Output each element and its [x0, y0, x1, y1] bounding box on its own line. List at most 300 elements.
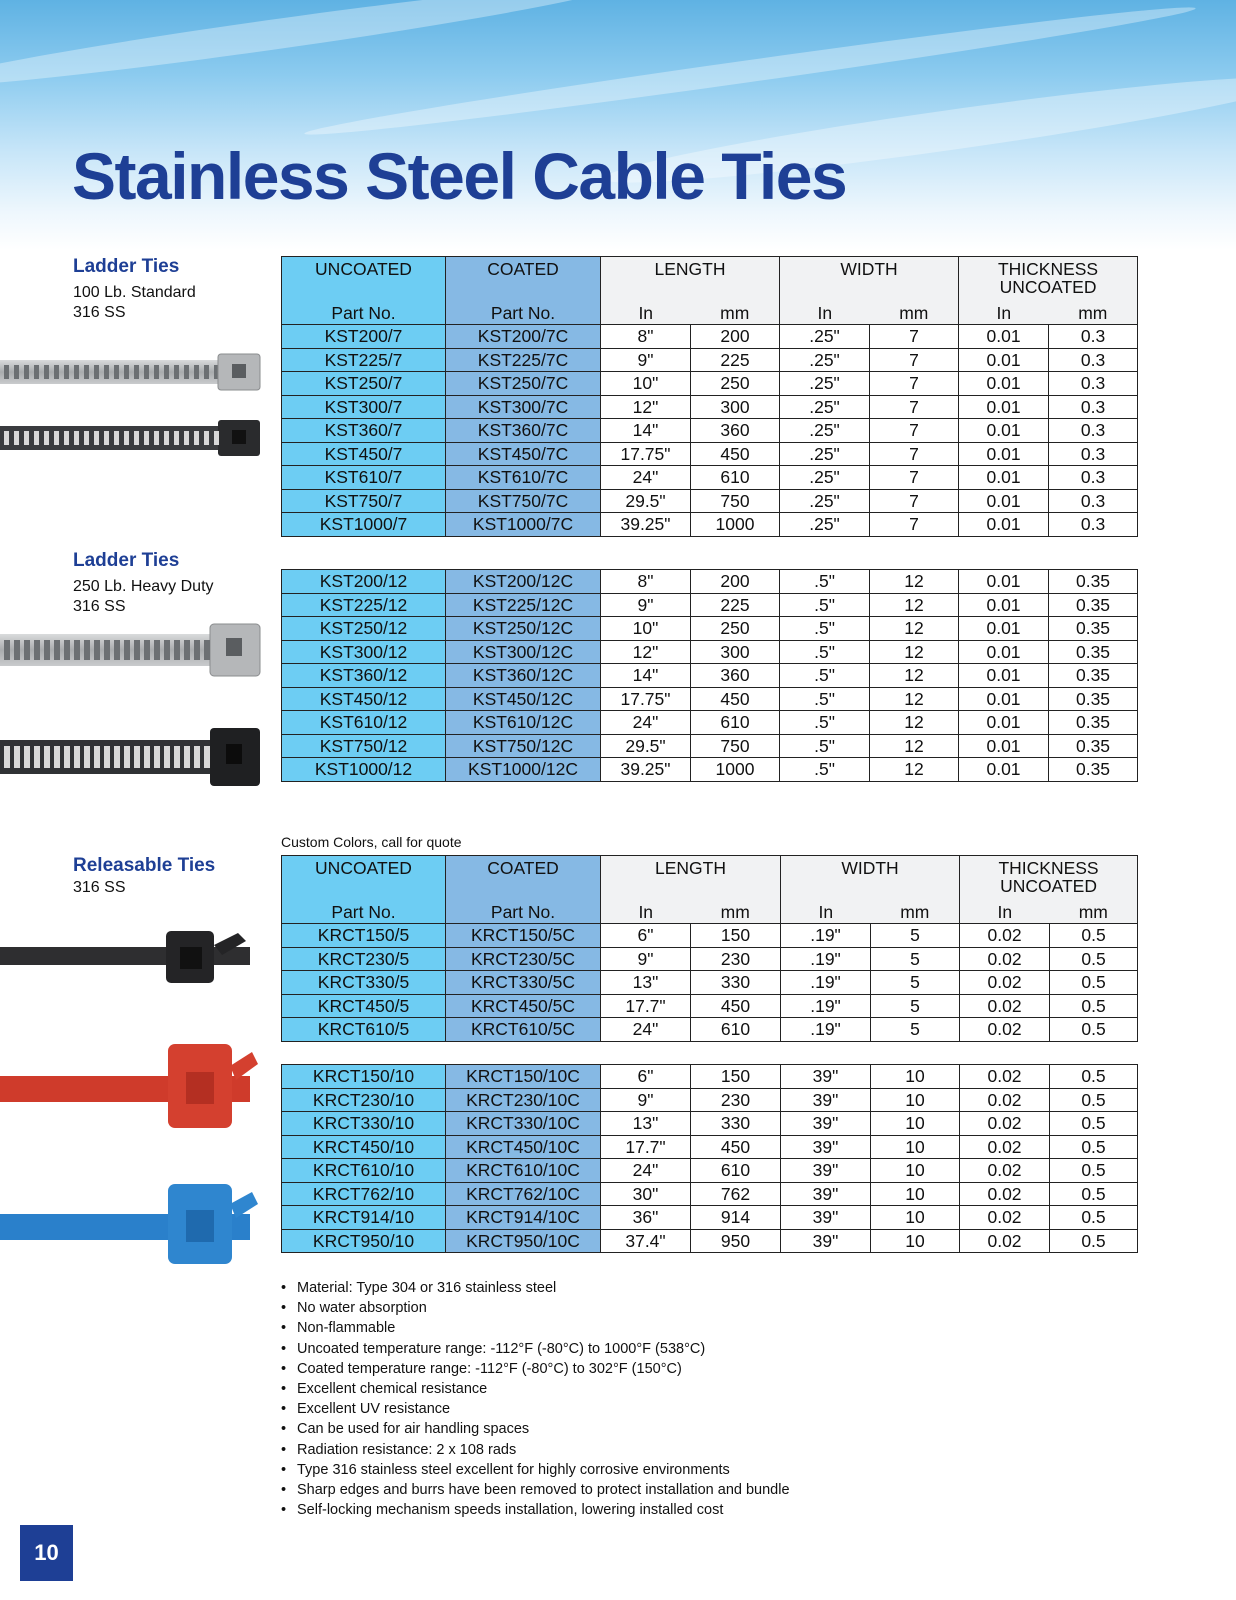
in-header: In [601, 302, 691, 325]
length-in-cell: 24" [601, 711, 691, 735]
ladder-slot [94, 365, 99, 379]
uncoated-part-cell: KRCT230/5 [282, 947, 446, 971]
uncoated-part-cell: KST225/7 [282, 348, 446, 372]
thickness-header [959, 257, 1138, 303]
ladder-slot [164, 365, 169, 379]
ladder-slot [174, 746, 180, 768]
width-header: WIDTH [781, 856, 960, 902]
coated-part-cell: KRCT610/10C [446, 1159, 601, 1183]
mm-header: mm [870, 302, 959, 325]
releasable-5-table [281, 855, 1138, 1042]
length-mm-cell: 330 [691, 1112, 781, 1136]
uncoated-part-cell: KST610/12 [282, 711, 446, 735]
ladder-slot [114, 365, 119, 379]
ladder-250-subtitle [73, 577, 214, 617]
width-mm-cell: 7 [870, 325, 959, 349]
uncoated-part-cell: KST750/12 [282, 734, 446, 758]
thickness-in-cell: 0.02 [960, 1159, 1050, 1183]
length-mm-cell: 150 [691, 924, 781, 948]
coated-part-cell: KRCT330/10C [446, 1112, 601, 1136]
uncoated-part-cell: KST300/7 [282, 395, 446, 419]
part-no-header: Part No. [446, 302, 601, 325]
thickness-in-cell: 0.02 [960, 1229, 1050, 1253]
thickness-in-cell: 0.01 [959, 489, 1049, 513]
length-mm-cell: 610 [691, 1018, 781, 1042]
table-row [282, 1159, 1138, 1183]
ladder-slot [34, 365, 39, 379]
width-mm-cell: 12 [870, 711, 959, 735]
releasable-subtitle [73, 878, 125, 898]
thickness-in-cell: 0.01 [959, 348, 1049, 372]
thickness-header-line1: THICKNESS [998, 858, 1099, 878]
length-mm-cell: 450 [691, 1135, 781, 1159]
ladder-250-heading: Ladder Ties [73, 550, 180, 571]
feature-item: • Self-locking mechanism speeds installation, lowering installed cost [281, 1500, 790, 1520]
width-in-cell: .25" [780, 348, 870, 372]
part-no-header: Part No. [446, 901, 601, 924]
uncoated-part-cell: KST250/12 [282, 617, 446, 641]
custom-colors-note: Custom Colors, call for quote [281, 834, 462, 850]
length-in-cell: 9" [601, 593, 691, 617]
ladder-slot [104, 431, 109, 445]
thickness-in-cell: 0.02 [960, 1065, 1050, 1089]
uncoated-part-cell: KRCT150/10 [282, 1065, 446, 1089]
thickness-mm-cell: 0.5 [1050, 1159, 1138, 1183]
thickness-in-cell: 0.01 [959, 593, 1049, 617]
width-mm-cell: 7 [870, 348, 959, 372]
coated-part-cell: KRCT330/5C [446, 971, 601, 995]
width-in-cell: .5" [780, 734, 870, 758]
thickness-mm-cell: 0.5 [1050, 971, 1138, 995]
ladder-12-table [281, 569, 1138, 782]
width-in-cell: .5" [780, 593, 870, 617]
in-header: In [959, 302, 1049, 325]
width-mm-cell: 5 [871, 994, 960, 1018]
ladder-slot [14, 431, 19, 445]
mm-header: mm [691, 901, 781, 924]
uncoated-part-cell: KST200/7 [282, 325, 446, 349]
feature-item: • Uncoated temperature range: -112°F (-80°C) to 1000°F (538°C) [281, 1339, 790, 1359]
thickness-mm-cell: 0.5 [1050, 1182, 1138, 1206]
thickness-in-cell: 0.01 [959, 395, 1049, 419]
releasable-heading: Releasable Ties [73, 855, 216, 876]
ladder-slot [14, 640, 20, 660]
table-row [282, 640, 1138, 664]
thickness-mm-cell: 0.3 [1049, 348, 1138, 372]
coated-part-cell: KRCT150/5C [446, 924, 601, 948]
in-header: In [960, 901, 1050, 924]
length-in-cell: 39.25" [601, 513, 691, 537]
ladder-slot [184, 746, 190, 768]
ladder-250-rating: 250 Lb. Heavy Duty [73, 578, 214, 595]
uncoated-part-cell: KST300/12 [282, 640, 446, 664]
thickness-mm-cell: 0.3 [1049, 419, 1138, 443]
length-mm-cell: 1000 [691, 513, 780, 537]
width-mm-cell: 12 [870, 758, 959, 782]
ladder-slot [14, 365, 19, 379]
width-in-cell: 39" [781, 1206, 871, 1230]
ladder-slot [184, 640, 190, 660]
length-in-cell: 10" [601, 617, 691, 641]
ladder-slot [104, 640, 110, 660]
coated-part-cell: KST750/7C [446, 489, 601, 513]
thickness-mm-cell: 0.35 [1049, 593, 1138, 617]
thickness-in-cell: 0.02 [960, 1206, 1050, 1230]
thickness-mm-cell: 0.5 [1050, 1088, 1138, 1112]
thickness-in-cell: 0.01 [959, 734, 1049, 758]
ladder-slot [194, 431, 199, 445]
width-in-cell: 39" [781, 1065, 871, 1089]
thickness-mm-cell: 0.35 [1049, 617, 1138, 641]
feature-item: • Can be used for air handling spaces [281, 1419, 790, 1439]
thickness-in-cell: 0.01 [959, 617, 1049, 641]
width-in-cell: 39" [781, 1159, 871, 1183]
length-mm-cell: 610 [691, 711, 780, 735]
thickness-in-cell: 0.01 [959, 419, 1049, 443]
width-mm-cell: 10 [871, 1206, 960, 1230]
ladder-slot [24, 640, 30, 660]
length-mm-cell: 750 [691, 489, 780, 513]
coated-part-cell: KRCT450/10C [446, 1135, 601, 1159]
thickness-mm-cell: 0.5 [1050, 1018, 1138, 1042]
length-in-cell: 17.75" [601, 687, 691, 711]
table-row [282, 1018, 1138, 1042]
width-in-cell: .19" [781, 994, 871, 1018]
ladder-slot [34, 746, 40, 768]
width-in-cell: 39" [781, 1088, 871, 1112]
feature-item: • Coated temperature range: -112°F (-80°C) to 302°F (150°C) [281, 1359, 790, 1379]
in-header: In [781, 901, 871, 924]
thickness-in-cell: 0.01 [959, 687, 1049, 711]
length-mm-cell: 225 [691, 593, 780, 617]
ladder-slot [144, 431, 149, 445]
thickness-in-cell: 0.02 [960, 947, 1050, 971]
width-mm-cell: 7 [870, 513, 959, 537]
uncoated-part-cell: KST450/7 [282, 442, 446, 466]
table-row [282, 1182, 1138, 1206]
ladder-slot [24, 746, 30, 768]
width-mm-cell: 5 [871, 924, 960, 948]
thickness-in-cell: 0.02 [960, 1135, 1050, 1159]
length-in-cell: 8" [601, 325, 691, 349]
in-header: In [601, 901, 691, 924]
coated-part-cell: KRCT150/10C [446, 1065, 601, 1089]
ladder-slot [194, 365, 199, 379]
mm-header: mm [691, 302, 780, 325]
length-in-cell: 39.25" [601, 758, 691, 782]
table-row [282, 617, 1138, 641]
uncoated-part-cell: KST360/7 [282, 419, 446, 443]
ladder-slot [144, 365, 149, 379]
uncoated-part-cell: KRCT230/10 [282, 1088, 446, 1112]
thickness-mm-cell: 0.35 [1049, 711, 1138, 735]
ladder-slot [34, 431, 39, 445]
thickness-in-cell: 0.02 [960, 1018, 1050, 1042]
ladder-slot [4, 431, 9, 445]
length-mm-cell: 360 [691, 664, 780, 688]
uncoated-part-cell: KRCT610/5 [282, 1018, 446, 1042]
coated-part-cell: KST360/7C [446, 419, 601, 443]
uncoated-part-cell: KRCT150/5 [282, 924, 446, 948]
length-in-cell: 6" [601, 1065, 691, 1089]
ladder-slot [94, 640, 100, 660]
uncoated-part-cell: KST360/12 [282, 664, 446, 688]
ladder-slot [74, 746, 80, 768]
width-mm-cell: 7 [870, 372, 959, 396]
thickness-in-cell: 0.02 [960, 971, 1050, 995]
table-row [282, 419, 1138, 443]
width-mm-cell: 5 [871, 1018, 960, 1042]
width-in-cell: .5" [780, 664, 870, 688]
table-row [282, 395, 1138, 419]
ladder-slot [64, 746, 70, 768]
table-row [282, 442, 1138, 466]
length-header: LENGTH [601, 257, 780, 303]
ladder-slot [44, 640, 50, 660]
length-in-cell: 36" [601, 1206, 691, 1230]
width-in-cell: .5" [780, 640, 870, 664]
coated-part-cell: KST610/12C [446, 711, 601, 735]
ladder-slot [34, 640, 40, 660]
ladder-slot [184, 365, 189, 379]
feature-item: • Sharp edges and burrs have been removed to protect installation and bundle [281, 1480, 790, 1500]
coated-part-cell: KST610/7C [446, 466, 601, 490]
width-mm-cell: 12 [870, 664, 959, 688]
width-in-cell: 39" [781, 1182, 871, 1206]
thickness-mm-cell: 0.5 [1050, 1112, 1138, 1136]
thickness-in-cell: 0.01 [959, 711, 1049, 735]
uncoated-part-cell: KRCT762/10 [282, 1182, 446, 1206]
thickness-in-cell: 0.01 [959, 513, 1049, 537]
ladder-slot [64, 431, 69, 445]
thickness-mm-cell: 0.5 [1050, 1206, 1138, 1230]
ladder-slot [84, 365, 89, 379]
length-mm-cell: 762 [691, 1182, 781, 1206]
width-mm-cell: 12 [870, 640, 959, 664]
releasable-material: 316 SS [73, 879, 126, 896]
coated-part-cell: KST360/12C [446, 664, 601, 688]
width-in-cell: .25" [780, 395, 870, 419]
ladder-slot [164, 640, 170, 660]
thickness-mm-cell: 0.3 [1049, 395, 1138, 419]
table-row [282, 1065, 1138, 1089]
table-row [282, 1135, 1138, 1159]
thickness-in-cell: 0.01 [959, 442, 1049, 466]
table-row [282, 348, 1138, 372]
width-in-cell: .25" [780, 489, 870, 513]
uncoated-header: UNCOATED [282, 257, 446, 303]
width-mm-cell: 12 [870, 570, 959, 594]
width-mm-cell: 10 [871, 1135, 960, 1159]
uncoated-part-cell: KST1000/7 [282, 513, 446, 537]
ladder-slot [144, 640, 150, 660]
table-row [282, 489, 1138, 513]
uncoated-part-cell: KST225/12 [282, 593, 446, 617]
ladder-slot [194, 746, 200, 768]
part-no-header: Part No. [282, 901, 446, 924]
thickness-mm-cell: 0.5 [1050, 1229, 1138, 1253]
ladder-slot [114, 746, 120, 768]
coated-part-cell: KST250/12C [446, 617, 601, 641]
width-in-cell: .19" [781, 924, 871, 948]
width-mm-cell: 10 [871, 1159, 960, 1183]
thickness-mm-cell: 0.3 [1049, 466, 1138, 490]
page-number: 10 [20, 1525, 73, 1581]
length-mm-cell: 360 [691, 419, 780, 443]
length-in-cell: 29.5" [601, 489, 691, 513]
length-in-cell: 12" [601, 640, 691, 664]
length-in-cell: 14" [601, 419, 691, 443]
length-mm-cell: 250 [691, 372, 780, 396]
ladder-slot [174, 431, 179, 445]
ladder-slot [174, 365, 179, 379]
thickness-in-cell: 0.01 [959, 758, 1049, 782]
table-row [282, 593, 1138, 617]
width-mm-cell: 10 [871, 1088, 960, 1112]
thickness-mm-cell: 0.3 [1049, 325, 1138, 349]
width-in-cell: .5" [780, 758, 870, 782]
releasable-10-table [281, 1064, 1138, 1253]
thickness-in-cell: 0.01 [959, 570, 1049, 594]
thickness-in-cell: 0.02 [960, 1182, 1050, 1206]
ladder-slot [94, 746, 100, 768]
ladder-tie-heavy-black-image [0, 726, 262, 788]
table-row [282, 687, 1138, 711]
table-row [282, 924, 1138, 948]
length-in-cell: 17.7" [601, 994, 691, 1018]
length-mm-cell: 450 [691, 442, 780, 466]
ladder-100-subtitle [73, 283, 196, 323]
ladder-slot [54, 640, 60, 660]
ladder-slot [24, 431, 29, 445]
releasable-tie-red-image [0, 1036, 262, 1132]
width-in-cell: .19" [781, 947, 871, 971]
ladder-slot [24, 365, 29, 379]
uncoated-part-cell: KST200/12 [282, 570, 446, 594]
ladder-slot [134, 431, 139, 445]
ladder-7-table [281, 256, 1138, 537]
table-row [282, 711, 1138, 735]
ladder-slot [54, 431, 59, 445]
ladder-slot [174, 640, 180, 660]
ladder-slot [204, 365, 209, 379]
features-list [281, 1278, 790, 1520]
feature-item: • Excellent UV resistance [281, 1399, 790, 1419]
ladder-slot [54, 365, 59, 379]
coated-part-cell: KRCT230/10C [446, 1088, 601, 1112]
table-row [282, 570, 1138, 594]
width-mm-cell: 7 [870, 489, 959, 513]
ladder-250-material: 316 SS [73, 598, 126, 615]
width-in-cell: .19" [781, 1018, 871, 1042]
mm-header: mm [1050, 901, 1138, 924]
ladder-slot [44, 746, 50, 768]
table-row [282, 971, 1138, 995]
hero-streak [0, 0, 619, 99]
table-row [282, 947, 1138, 971]
feature-item: • No water absorption [281, 1298, 790, 1318]
table-row [282, 664, 1138, 688]
ladder-slot [154, 365, 159, 379]
thickness-mm-cell: 0.3 [1049, 513, 1138, 537]
feature-item: • Material: Type 304 or 316 stainless steel [281, 1278, 790, 1298]
length-in-cell: 24" [601, 1159, 691, 1183]
ladder-slot [84, 746, 90, 768]
ladder-100-rating: 100 Lb. Standard [73, 284, 196, 301]
ladder-slot [4, 746, 10, 768]
coated-part-cell: KST450/7C [446, 442, 601, 466]
length-in-cell: 9" [601, 947, 691, 971]
ladder-slot [154, 431, 159, 445]
ladder-slot [54, 746, 60, 768]
length-header: LENGTH [601, 856, 781, 902]
thickness-in-cell: 0.02 [960, 1112, 1050, 1136]
width-in-cell: .25" [780, 466, 870, 490]
length-mm-cell: 200 [691, 570, 780, 594]
table-row [282, 513, 1138, 537]
table-row [282, 758, 1138, 782]
thickness-header-line2: UNCOATED [999, 277, 1097, 297]
width-in-cell: .25" [780, 442, 870, 466]
length-mm-cell: 150 [691, 1065, 781, 1089]
width-header: WIDTH [780, 257, 959, 303]
uncoated-part-cell: KRCT330/10 [282, 1112, 446, 1136]
thickness-mm-cell: 0.35 [1049, 570, 1138, 594]
ladder-slot [124, 640, 130, 660]
table-row [282, 1088, 1138, 1112]
length-in-cell: 14" [601, 664, 691, 688]
coated-part-cell: KRCT450/5C [446, 994, 601, 1018]
uncoated-part-cell: KST750/7 [282, 489, 446, 513]
ladder-slot [204, 746, 210, 768]
length-in-cell: 8" [601, 570, 691, 594]
coated-part-cell: KST225/12C [446, 593, 601, 617]
length-mm-cell: 750 [691, 734, 780, 758]
ladder-slot [104, 746, 110, 768]
ladder-slot [154, 640, 160, 660]
length-in-cell: 29.5" [601, 734, 691, 758]
uncoated-part-cell: KST610/7 [282, 466, 446, 490]
coated-part-cell: KRCT950/10C [446, 1229, 601, 1253]
ladder-100-material: 316 SS [73, 304, 126, 321]
ladder-slot [204, 640, 210, 660]
ladder-slot [4, 640, 10, 660]
uncoated-part-cell: KRCT610/10 [282, 1159, 446, 1183]
uncoated-part-cell: KST250/7 [282, 372, 446, 396]
ladder-slots [4, 640, 210, 660]
ladder-slot [84, 431, 89, 445]
width-in-cell: 39" [781, 1112, 871, 1136]
ladder-slot [164, 746, 170, 768]
coated-part-cell: KRCT610/5C [446, 1018, 601, 1042]
thickness-mm-cell: 0.35 [1049, 734, 1138, 758]
thickness-header-line2: UNCOATED [1000, 876, 1097, 896]
width-mm-cell: 7 [870, 395, 959, 419]
thickness-in-cell: 0.01 [959, 466, 1049, 490]
thickness-mm-cell: 0.5 [1050, 924, 1138, 948]
width-mm-cell: 10 [871, 1065, 960, 1089]
ladder-slot [194, 640, 200, 660]
thickness-mm-cell: 0.5 [1050, 1065, 1138, 1089]
thickness-mm-cell: 0.35 [1049, 687, 1138, 711]
coated-part-cell: KRCT914/10C [446, 1206, 601, 1230]
width-in-cell: .5" [780, 570, 870, 594]
ladder-slot [124, 431, 129, 445]
coated-part-cell: KRCT230/5C [446, 947, 601, 971]
thickness-mm-cell: 0.5 [1050, 947, 1138, 971]
length-mm-cell: 300 [691, 395, 780, 419]
ladder-tie-heavy-steel-image [0, 622, 262, 678]
